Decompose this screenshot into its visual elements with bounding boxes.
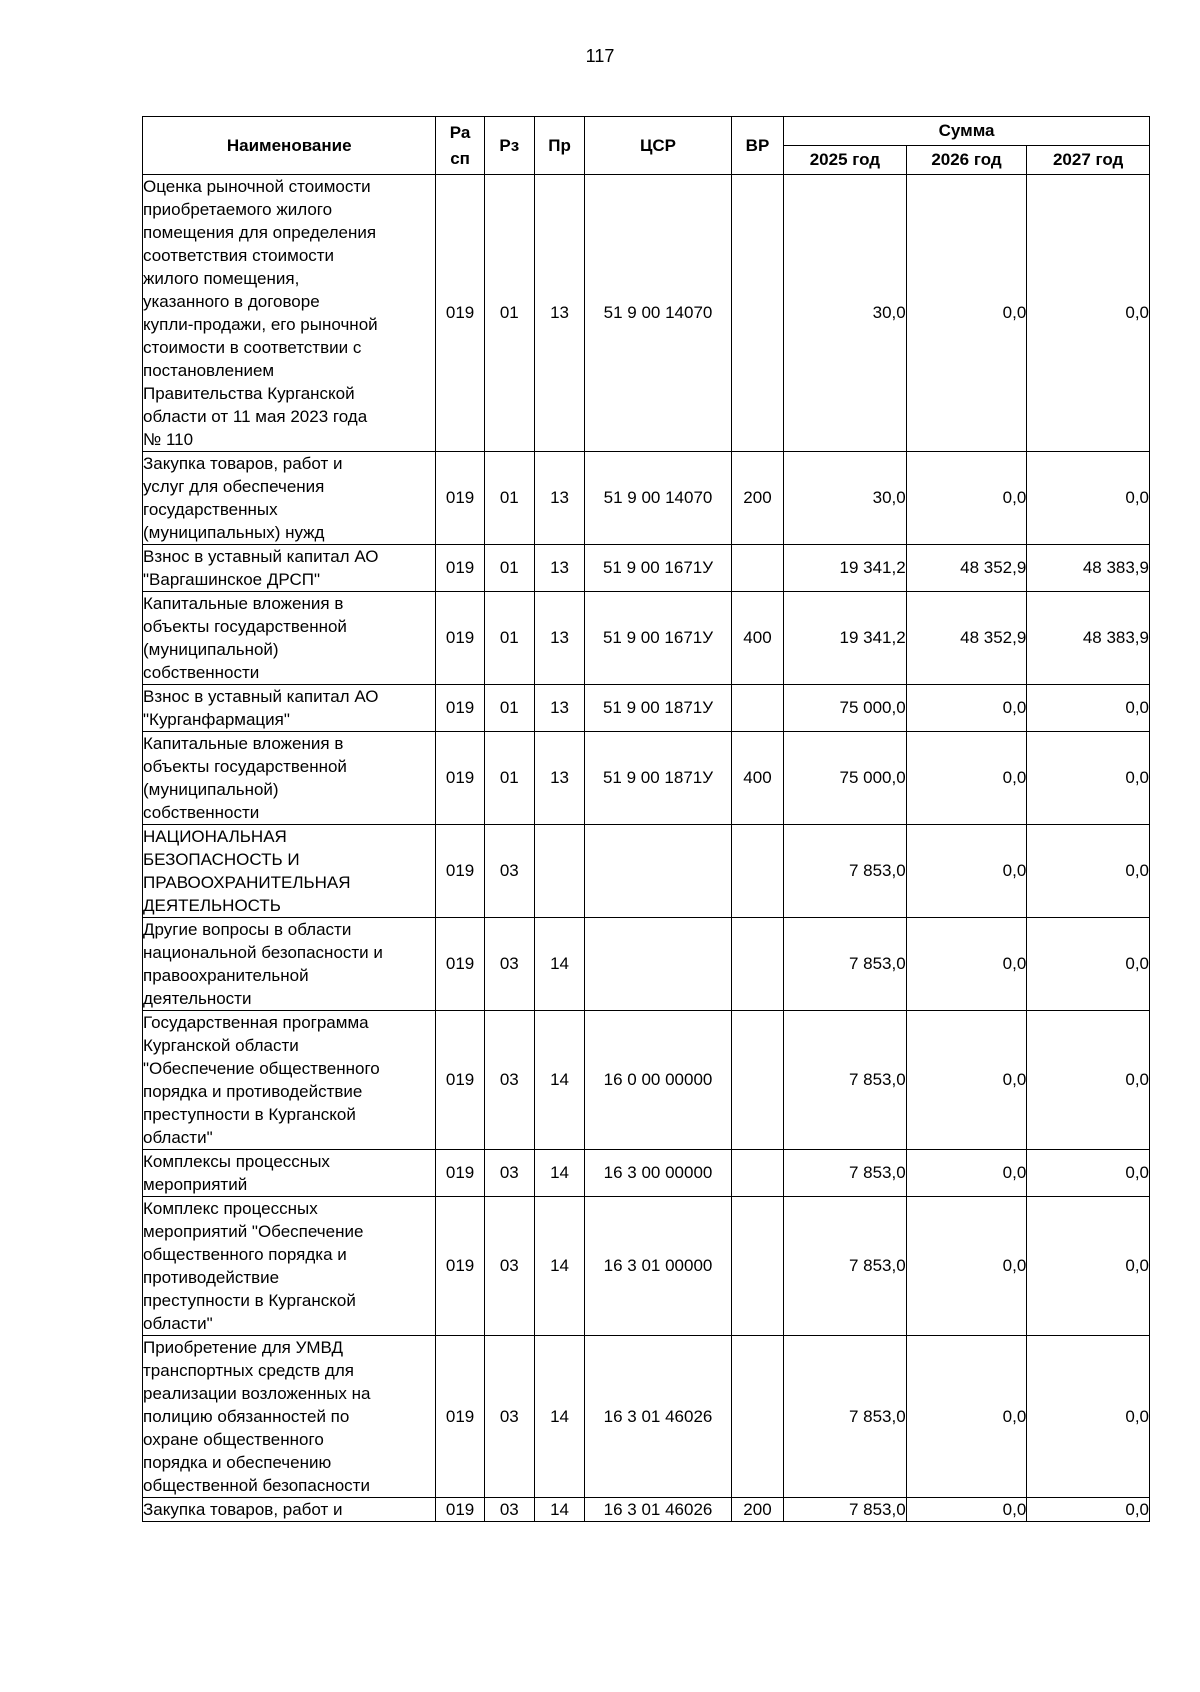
table-row: [143, 685, 1150, 732]
cell-csr: 51 9 00 1671У: [585, 592, 732, 685]
cell-rz: 03: [484, 1336, 534, 1498]
cell-pr: 14: [534, 1197, 584, 1336]
cell-2025: 7 853,0: [784, 1011, 907, 1150]
cell-pr: 14: [534, 1150, 584, 1197]
cell-csr: 16 3 01 00000: [585, 1197, 732, 1336]
cell-pr: 14: [534, 918, 584, 1011]
cell-rasp: 019: [436, 1197, 484, 1336]
header-2026: 2026 год: [906, 146, 1027, 175]
cell-2026: 0,0: [906, 1011, 1027, 1150]
cell-pr: 13: [534, 685, 584, 732]
cell-vr: 200: [731, 452, 783, 545]
cell-csr: 16 3 00 00000: [585, 1150, 732, 1197]
cell-vr: [731, 1011, 783, 1150]
cell-2026: 0,0: [906, 1150, 1027, 1197]
cell-csr: 51 9 00 1871У: [585, 685, 732, 732]
cell-rasp: 019: [436, 732, 484, 825]
table-row: [143, 918, 1150, 1011]
cell-rz: 01: [484, 685, 534, 732]
cell-2025: 75 000,0: [784, 685, 907, 732]
cell-2026: 48 352,9: [906, 545, 1027, 592]
table-row: [143, 1011, 1150, 1150]
cell-2027: 48 383,9: [1027, 592, 1150, 685]
header-2025: 2025 год: [784, 146, 907, 175]
budget-table: [142, 116, 1150, 1522]
cell-csr: 51 9 00 1671У: [585, 545, 732, 592]
cell-pr: 13: [534, 592, 584, 685]
cell-2026: 0,0: [906, 452, 1027, 545]
cell-rasp: 019: [436, 1150, 484, 1197]
cell-2025: 7 853,0: [784, 1336, 907, 1498]
cell-name: Капитальные вложения в объекты государственной (муниципальной) собственности: [143, 592, 436, 685]
cell-rasp: 019: [436, 1336, 484, 1498]
cell-2025: 7 853,0: [784, 1197, 907, 1336]
cell-vr: [731, 1336, 783, 1498]
header-name: Наименование: [143, 117, 436, 175]
cell-2025: 30,0: [784, 175, 907, 452]
cell-name: Комплексы процессных мероприятий: [143, 1150, 436, 1197]
cell-pr: 14: [534, 1011, 584, 1150]
cell-csr: 16 3 01 46026: [585, 1498, 732, 1522]
cell-name: НАЦИОНАЛЬНАЯ БЕЗОПАСНОСТЬ И ПРАВООХРАНИТЕЛЬНАЯ ДЕЯТЕЛЬНОСТЬ: [143, 825, 436, 918]
cell-2027: 0,0: [1027, 825, 1150, 918]
cell-2026: 0,0: [906, 1498, 1027, 1522]
cell-name: Государственная программа Курганской области "Обеспечение общественного порядка и противодействие преступности в Курганской области": [143, 1011, 436, 1150]
cell-csr: 51 9 00 14070: [585, 175, 732, 452]
cell-rasp: 019: [436, 918, 484, 1011]
cell-vr: [731, 918, 783, 1011]
table-row: [143, 1336, 1150, 1498]
cell-2026: 0,0: [906, 1336, 1027, 1498]
cell-name: Закупка товаров, работ и: [143, 1498, 436, 1522]
cell-rz: 03: [484, 1150, 534, 1197]
cell-name: Комплекс процессных мероприятий "Обеспечение общественного порядка и противодействие преступности в Курганской области": [143, 1197, 436, 1336]
cell-csr: 51 9 00 1871У: [585, 732, 732, 825]
cell-vr: [731, 175, 783, 452]
cell-csr: [585, 918, 732, 1011]
table-row: [143, 452, 1150, 545]
cell-2026: 0,0: [906, 175, 1027, 452]
cell-csr: 51 9 00 14070: [585, 452, 732, 545]
cell-2026: 0,0: [906, 1197, 1027, 1336]
header-pr: Пр: [534, 117, 584, 175]
cell-2027: 0,0: [1027, 685, 1150, 732]
header-sum: Сумма: [784, 117, 1150, 146]
cell-rz: 01: [484, 175, 534, 452]
cell-2027: 0,0: [1027, 918, 1150, 1011]
cell-pr: [534, 825, 584, 918]
cell-2025: 19 341,2: [784, 592, 907, 685]
table-row: [143, 1197, 1150, 1336]
cell-2025: 75 000,0: [784, 732, 907, 825]
cell-name: Оценка рыночной стоимости приобретаемого жилого помещения для определения соответствия стоимости жилого помещения, указанного в договоре купли-продажи, его рыночной стоимости в соответствии с постановлением Правительства Курганской области от 11 мая 2023 года № 110: [143, 175, 436, 452]
table-row: [143, 175, 1150, 452]
cell-pr: 13: [534, 175, 584, 452]
cell-2027: 48 383,9: [1027, 545, 1150, 592]
cell-rz: 03: [484, 1011, 534, 1150]
cell-rasp: 019: [436, 1011, 484, 1150]
cell-2027: 0,0: [1027, 1336, 1150, 1498]
cell-name: Приобретение для УМВД транспортных средств для реализации возложенных на полицию обязанностей по охране общественного порядка и обеспечению общественной безопасности: [143, 1336, 436, 1498]
cell-csr: 16 3 01 46026: [585, 1336, 732, 1498]
header-rz: Рз: [484, 117, 534, 175]
cell-pr: 13: [534, 732, 584, 825]
cell-rz: 01: [484, 592, 534, 685]
cell-rasp: 019: [436, 175, 484, 452]
cell-name: Взнос в уставный капитал АО "Варгашинское ДРСП": [143, 545, 436, 592]
cell-rz: 01: [484, 452, 534, 545]
cell-rz: 01: [484, 732, 534, 825]
cell-2026: 0,0: [906, 685, 1027, 732]
table-row: [143, 592, 1150, 685]
header-rasp: Ра сп: [436, 117, 484, 175]
cell-csr: [585, 825, 732, 918]
cell-2027: 0,0: [1027, 175, 1150, 452]
cell-2027: 0,0: [1027, 732, 1150, 825]
cell-name: Капитальные вложения в объекты государственной (муниципальной) собственности: [143, 732, 436, 825]
cell-rasp: 019: [436, 592, 484, 685]
table-row: [143, 825, 1150, 918]
cell-2025: 7 853,0: [784, 918, 907, 1011]
cell-csr: 16 0 00 00000: [585, 1011, 732, 1150]
cell-rasp: 019: [436, 1498, 484, 1522]
page-number: 117: [585, 46, 615, 66]
cell-2026: 0,0: [906, 918, 1027, 1011]
cell-pr: 14: [534, 1498, 584, 1522]
cell-rz: 01: [484, 545, 534, 592]
cell-rz: 03: [484, 825, 534, 918]
cell-rasp: 019: [436, 685, 484, 732]
table-row: [143, 1150, 1150, 1197]
cell-2026: 0,0: [906, 732, 1027, 825]
cell-2025: 7 853,0: [784, 1150, 907, 1197]
cell-2026: 48 352,9: [906, 592, 1027, 685]
cell-vr: [731, 825, 783, 918]
cell-2025: 19 341,2: [784, 545, 907, 592]
table-row: [143, 545, 1150, 592]
cell-2025: 7 853,0: [784, 825, 907, 918]
cell-vr: [731, 1197, 783, 1336]
cell-pr: 13: [534, 545, 584, 592]
cell-vr: 400: [731, 592, 783, 685]
cell-vr: [731, 685, 783, 732]
cell-rasp: 019: [436, 825, 484, 918]
cell-2027: 0,0: [1027, 1498, 1150, 1522]
cell-pr: 13: [534, 452, 584, 545]
cell-name: Взнос в уставный капитал АО "Курганфармация": [143, 685, 436, 732]
cell-2027: 0,0: [1027, 1011, 1150, 1150]
header-vr: ВР: [731, 117, 783, 175]
cell-rz: 03: [484, 918, 534, 1011]
table-body: [143, 175, 1150, 1522]
cell-rz: 03: [484, 1498, 534, 1522]
cell-rasp: 019: [436, 545, 484, 592]
cell-2025: 7 853,0: [784, 1498, 907, 1522]
cell-vr: 200: [731, 1498, 783, 1522]
cell-rasp: 019: [436, 452, 484, 545]
table-row: [143, 732, 1150, 825]
header-2027: 2027 год: [1027, 146, 1150, 175]
header-csr: ЦСР: [585, 117, 732, 175]
cell-vr: 400: [731, 732, 783, 825]
cell-2027: 0,0: [1027, 1150, 1150, 1197]
cell-2025: 30,0: [784, 452, 907, 545]
cell-2027: 0,0: [1027, 452, 1150, 545]
cell-name: Закупка товаров, работ и услуг для обеспечения государственных (муниципальных) нужд: [143, 452, 436, 545]
cell-pr: 14: [534, 1336, 584, 1498]
cell-rz: 03: [484, 1197, 534, 1336]
table-row: [143, 1498, 1150, 1522]
cell-vr: [731, 1150, 783, 1197]
cell-2026: 0,0: [906, 825, 1027, 918]
cell-vr: [731, 545, 783, 592]
cell-name: Другие вопросы в области национальной безопасности и правоохранительной деятельности: [143, 918, 436, 1011]
cell-2027: 0,0: [1027, 1197, 1150, 1336]
